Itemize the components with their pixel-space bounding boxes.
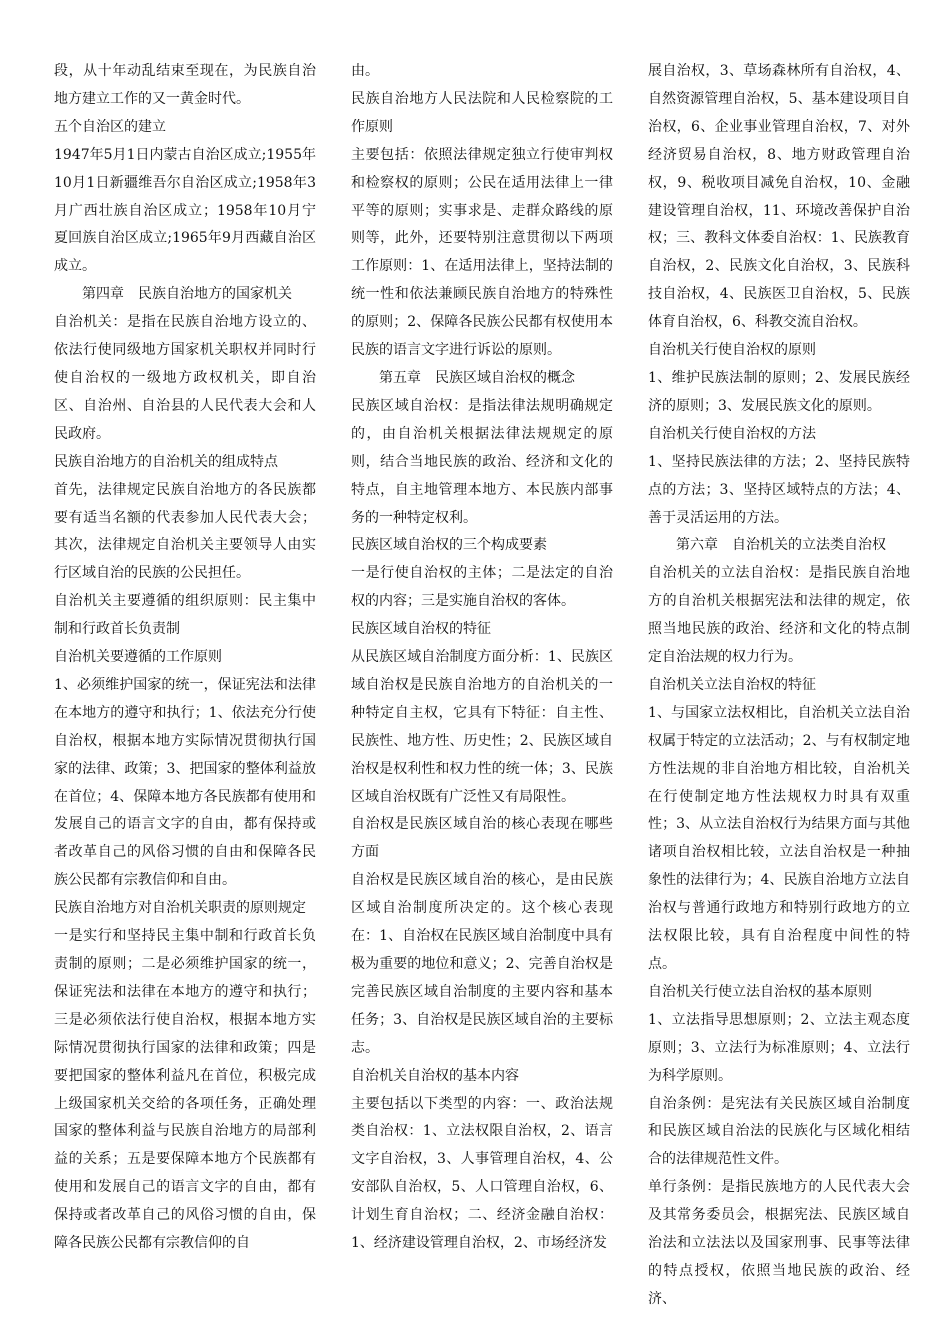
body-paragraph: 自治机关：是指在民族自治地方设立的、依法行使同级地方国家机关职权并同时行使自治权的一级地方政权机关，即自治区、自治州、自治县的人民代表大会和人民政府。 [54, 314, 316, 442]
section-heading: 自治权是民族区域自治的核心表现在哪些方面 [351, 816, 613, 861]
section-heading: 民族自治地方的自治机关的组成特点 [54, 453, 278, 470]
text-column-2 [351, 58, 613, 1344]
body-paragraph: 首先，法律规定民族自治地方的各民族都要有适当名额的代表参加人民代表大会；其次，法律规定自治机关主要领导人由实行区域自治的民族的公民担任。 [54, 481, 316, 582]
body-paragraph: 一是行使自治权的主体；二是法定的自治权的内容；三是实施自治权的客体。 [351, 565, 613, 610]
section-heading: 民族区域自治权的三个构成要素 [351, 537, 547, 554]
body-paragraph: 1、立法指导思想原则；2、立法主观态度原则；3、立法行为标准原则；4、立法行为科学原则。 [648, 1011, 910, 1084]
body-paragraph: 段，从十年动乱结束至现在，为民族自治地方建立工作的又一黄金时代。 [54, 63, 316, 107]
body-paragraph: 1、坚持民族法律的方法；2、坚持民族特点的方法；3、坚持区域特点的方法；4、善于灵活运用的方法。 [648, 453, 910, 526]
chapter-heading: 第五章 民族区域自治权的概念 [379, 369, 575, 386]
body-paragraph: 1、维护民族法制的原则；2、发展民族经济的原则；3、发展民族文化的原则。 [648, 369, 910, 414]
body-paragraph: 1、必须维护国家的统一，保证宪法和法律在本地方的遵守和执行；1、依法充分行使自治权，根据本地方实际情况贯彻执行国家的法律、政策；3、把国家的整体利益放在首位；4、保障本地方各民族都有使用和发展自己的语言文字的自由，都有保持或者改革自己的风俗习惯的自由和保障各民族公民都有宗教信仰和自由。 [54, 676, 316, 889]
body-paragraph: 1、与国家立法权相比，自治机关立法自治权属于特定的立法活动；2、与有权制定地方性法规的非自治地方相比较，自治机关在行使制定地方性法规权力时具有双重性；3、从立法自治权行为结果方面与其他诸项自治权相比较，立法自治权是一种抽象性的法律行为；4、民族自治地方立法自治权与普通行政地方和特别行政地方的立法权限比较，具有自治程度中间性的特点。 [648, 704, 910, 972]
chapter-heading: 第四章 民族自治地方的国家机关 [82, 286, 292, 303]
body-paragraph: 1947年5月1日内蒙古自治区成立;1955年10月1日新疆维吾尔自治区成立;1958年3月广西壮族自治区成立；1958年10月宁夏回族自治区成立;1965年9月西藏自治区成立。 [54, 146, 316, 275]
section-heading: 自治机关行使自治权的方法 [648, 425, 816, 442]
body-paragraph: 从民族区域自治制度方面分析：1、民族区域自治权是民族自治地方的自治机关的一种特定自主权，它具有下特征：自主性、民族性、地方性、历史性；2、民族区域自治权是权利性和权力性的统一体；3、民族区域自治权既有广泛性又有局限性。 [351, 649, 613, 805]
section-heading: 民族自治地方人民法院和人民检察院的工作原则 [351, 90, 613, 135]
section-heading: 自治机关行使自治权的原则 [648, 342, 816, 359]
body-paragraph: 自治机关主要遵循的组织原则：民主集中制和行政首长负责制 [54, 593, 316, 638]
body-paragraph: 自治权是民族区域自治的核心，是由民族区域自治制度所决定的。这个核心表现在：1、自治权在民族区域自治制度中具有极为重要的地位和意义；2、完善自治权是完善民族区域自治制度的主要内容和基本任务；3、自治权是民族区域自治的主要标志。 [351, 872, 613, 1056]
section-heading: 五个自治区的建立 [54, 118, 166, 135]
body-paragraph: 主要包括：依照法律规定独立行使审判权和检察权的原则；公民在适用法律上一律平等的原则；实事求是、走群众路线的原则等，此外，还要特别注意贯彻以下两项工作原则：1、在适用法律上，坚持法制的统一性和依法兼顾民族自治地方的特殊性的原则；2、保障各民族公民都有权使用本民族的语言文字进行诉讼的原则。 [351, 146, 613, 359]
chapter-heading: 第六章 自治机关的立法类自治权 [676, 537, 886, 554]
body-paragraph: 自治机关的立法自治权：是指民族自治地方的自治机关根据宪法和法律的规定，依照当地民族的政治、经济和文化的特点制定自治法规的权力行为。 [648, 565, 910, 666]
body-paragraph: 主要包括以下类型的内容：一、政治法规类自治权：1、立法权限自治权，2、语言文字自治权，3、人事管理自治权，4、公安部队自治权，5、人口管理自治权，6、计划生育自治权；二、经济金融自治权：1、经济建设管理自治权，2、市场经济发 [351, 1095, 613, 1252]
section-heading: 民族自治地方对自治机关职责的原则规定 [54, 900, 306, 917]
body-paragraph: 由。 [351, 63, 379, 79]
body-paragraph: 自治条例：是宪法有关民族区域自治制度和民族区域自治法的民族化与区域化相结合的法律规范性文件。 [648, 1095, 910, 1168]
text-column-3 [648, 58, 910, 1344]
section-heading: 自治机关行使立法自治权的基本原则 [648, 983, 872, 1000]
text-column-1 [54, 58, 316, 1344]
section-heading: 民族区域自治权的特征 [351, 621, 491, 638]
body-paragraph: 展自治权，3、草场森林所有自治权，4、自然资源管理自治权，5、基本建设项目自治权，6、企业事业管理自治权，7、对外经济贸易自治权，8、地方财政管理自治权，9、税收项目减免自治权，10、金融建设管理自治权，11、环境改善保护自治权；三、教科文体委自治权：1、民族教育自治权，2、民族文化自治权，3、民族科技自治权，4、民族医卫自治权，5、民族体育自治权，6、科教交流自治权。 [648, 63, 910, 331]
body-paragraph: 单行条例：是指民族地方的人民代表大会及其常务委员会，根据宪法、民族区域自治法和立法法以及国家刑事、民事等法律的特点授权，依照当地民族的政治、经济、 [648, 1179, 910, 1307]
body-paragraph: 一是实行和坚持民主集中制和行政首长负责制的原则；二是必须维护国家的统一，保证宪法和法律在本地方的遵守和执行；三是必须依法行使自治权，根据本地方实际情况贯彻执行国家的法律和政策；四是要把国家的整体利益凡在首位，积极完成上级国家机关交给的各项任务，正确处理国家的整体利益与民族自治地方的局部利益的关系；五是要保障本地方个民族都有使用和发展自己的语言文字的自由，都有保持或者改革自己的风俗习惯的自由，保障各民族公民都有宗教信仰的自 [54, 928, 316, 1252]
section-heading: 自治机关要遵循的工作原则 [54, 649, 222, 666]
section-heading: 自治机关自治权的基本内容 [351, 1067, 519, 1084]
body-paragraph: 民族区域自治权：是指法律法规明确规定的，由自治机关根据法律法规规定的原则，结合当地民族的政治、经济和文化的特点，自主地管理本地方、本民族内部事务的一种特定权利。 [351, 397, 613, 526]
section-heading: 自治机关立法自治权的特征 [648, 676, 816, 693]
